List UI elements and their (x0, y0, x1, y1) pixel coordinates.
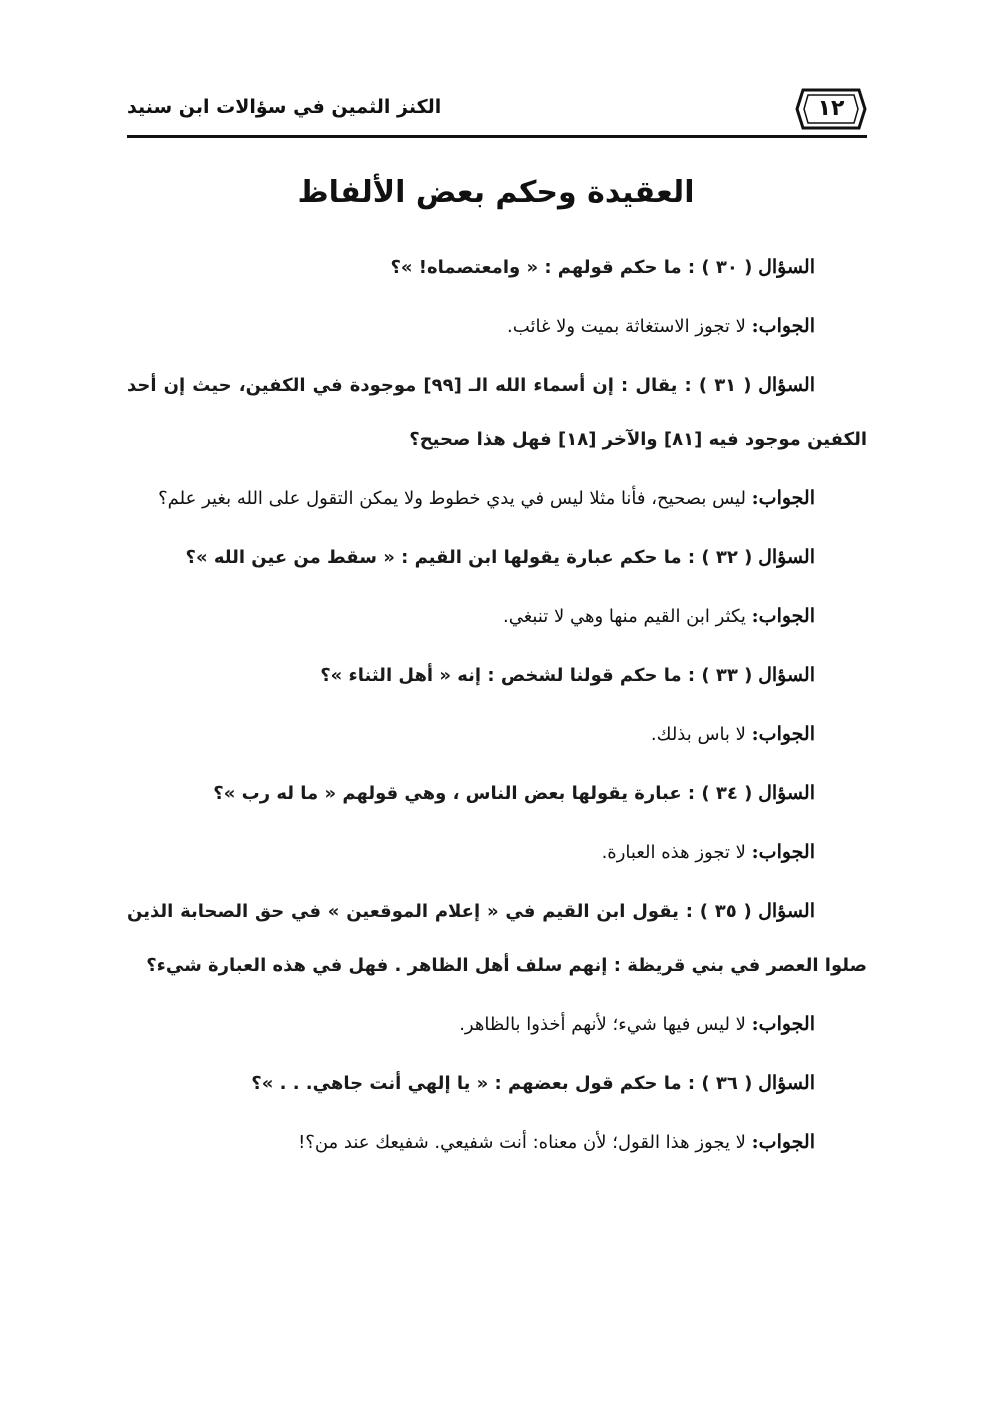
question-32 (127, 530, 867, 585)
question-text: ( ٣٣ ) : ما حكم قولنا لشخص : إنه « أهل الثناء »؟ (320, 665, 753, 686)
answer-36 (127, 1115, 867, 1170)
answer-text: لا تجوز الاستغاثة بميت ولا غائب. (507, 316, 746, 337)
answer-35 (127, 997, 867, 1052)
question-text: ( ٣٤ ) : عبارة يقولها بعض الناس ، وهي قولهم « ما له رب »؟ (213, 783, 753, 804)
question-33 (127, 648, 867, 703)
chapter-title: العقيدة وحكم بعض الألفاظ (297, 175, 695, 210)
question-36 (127, 1056, 867, 1111)
answer-31 (127, 471, 867, 526)
question-label: السؤال (758, 546, 815, 568)
header-divider (127, 135, 867, 138)
answer-label: الجواب: (751, 723, 815, 745)
question-text: ( ٣٠ ) : ما حكم قولهم : « وامعتصماه! »؟ (390, 257, 753, 278)
answer-label: الجواب: (751, 1131, 815, 1153)
question-label: السؤال (758, 664, 815, 686)
question-31 (127, 358, 867, 467)
answer-label: الجواب: (751, 1013, 815, 1035)
answer-label: الجواب: (751, 841, 815, 863)
running-book-title: الكنز الثمين في سؤالات ابن سنيد (127, 96, 442, 118)
qa-list (127, 240, 867, 1174)
question-label: السؤال (758, 256, 815, 278)
question-text: ( ٣٢ ) : ما حكم عبارة يقولها ابن القيم : « سقط من عين الله »؟ (185, 547, 753, 568)
question-label: السؤال (758, 374, 815, 396)
answer-33 (127, 707, 867, 762)
answer-text: لا ليس فيها شيء؛ لأنهم أخذوا بالظاهر. (459, 1014, 746, 1035)
answer-text: لا باس بذلك. (650, 724, 746, 745)
answer-32 (127, 589, 867, 644)
page-number: ١٢ (817, 96, 845, 121)
answer-text: لا يجوز هذا القول؛ لأن معناه: أنت شفيعي. شفيعك عند من؟! (298, 1132, 746, 1153)
answer-34 (127, 825, 867, 880)
question-35 (127, 884, 867, 993)
question-text: ( ٣١ ) : يقال : إن أسماء الله الـ [٩٩] موجودة في الكفين، حيث إن أحد الكفين موجود فيه [٨١] والآخر [١٨] فهل هذا صحيح؟ (127, 375, 867, 450)
question-text: ( ٣٥ ) : يقول ابن القيم في « إعلام الموقعين » في حق الصحابة الذين صلوا العصر في بني قريظة : إنهم سلف أهل الظاهر . فهل في هذه العبارة شيء؟ (127, 901, 867, 976)
question-label: السؤال (758, 1072, 815, 1094)
page-number-badge (795, 88, 867, 130)
question-text: ( ٣٦ ) : ما حكم قول بعضهم : « يا إلهي أنت جاهي. . . »؟ (251, 1073, 753, 1094)
answer-text: لا تجوز هذه العبارة. (601, 842, 746, 863)
answer-30 (127, 299, 867, 354)
question-label: السؤال (758, 782, 815, 804)
question-label: السؤال (758, 900, 815, 922)
question-30 (127, 240, 867, 295)
page-header (127, 88, 867, 138)
answer-text: يكثر ابن القيم منها وهي لا تنبغي. (502, 606, 746, 627)
answer-label: الجواب: (751, 315, 815, 337)
answer-text: ليس بصحيح، فأنا مثلا ليس في يدي خطوط ولا يمكن التقول على الله بغير علم؟ (158, 488, 746, 509)
answer-label: الجواب: (751, 605, 815, 627)
answer-label: الجواب: (751, 487, 815, 509)
question-34 (127, 766, 867, 821)
